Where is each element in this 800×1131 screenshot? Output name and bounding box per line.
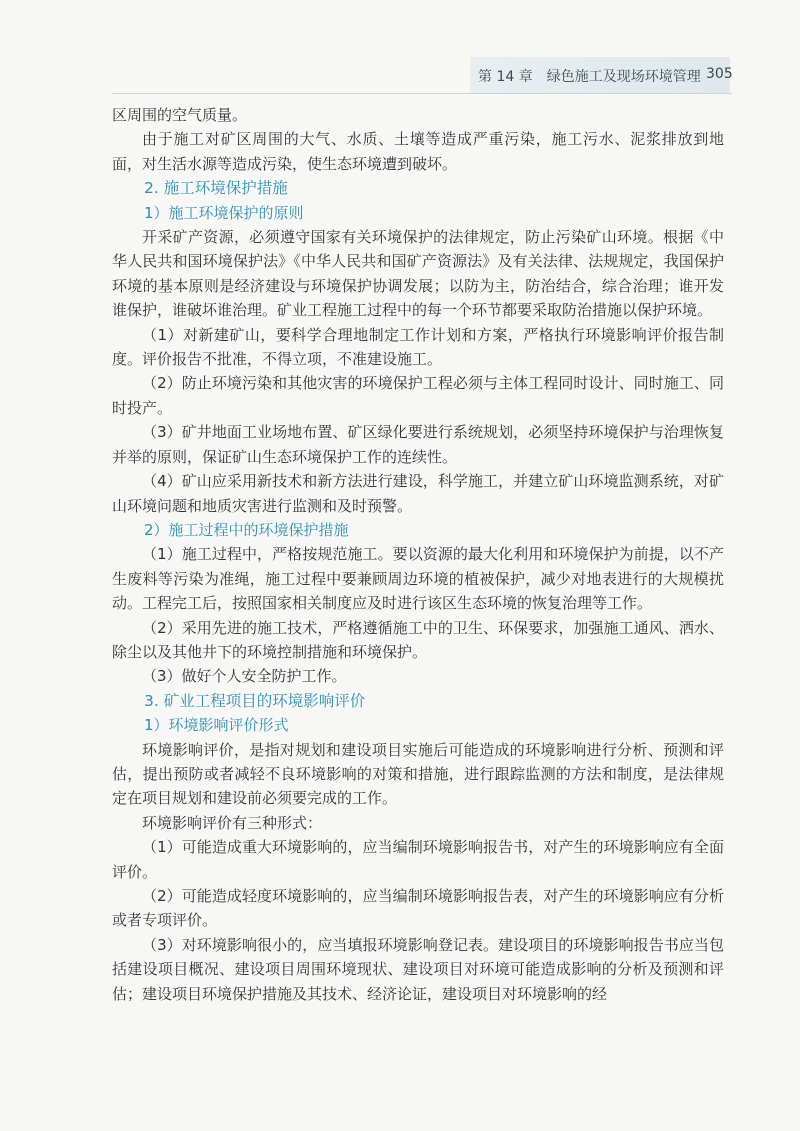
- list-item: （4）矿山应采用新技术和新方法进行建设，科学施工，并建立矿山环境监测系统，对矿山环境问题和地质灾害进行监测和及时预警。: [112, 472, 724, 515]
- list-item: （3）做好个人安全防护工作。: [142, 667, 347, 686]
- subsection-heading: 1）施工环境保护的原则: [144, 203, 304, 222]
- header-rule: [112, 93, 732, 94]
- chapter-title: 绿色施工及现场环境管理: [546, 69, 701, 85]
- list-item: （2）防止环境污染和其他灾害的环境保护工程必须与主体工程同时设计、同时施工、同时投产。: [112, 374, 724, 417]
- paragraph: 环境影响评价，是指对规划和建设项目实施后可能造成的环境影响进行分析、预测和评估，提出预防或者减轻不良环境影响的对策和措施，进行跟踪监测的方法和制度，是法律规定在项目规划和建设前必须要完成的工作。: [112, 740, 724, 808]
- list-item: （2）采用先进的施工技术，严格遵循施工中的卫生、环保要求，加强施工通风、洒水、除尘以及其他井下的环境控制措施和环境保护。: [112, 618, 724, 661]
- list-item: （1）对新建矿山，要科学合理地制定工作计划和方案，严格执行环境影响评价报告制度。评价报告不批准，不得立项，不准建设施工。: [112, 325, 724, 369]
- paragraph: 开采矿产资源，必须遵守国家有关环境保护的法律规定，防止污染矿山环境。根据《中华人民共和国环境保护法》《中华人民共和国矿产资源法》及有关法律、法规规定，我国保护环境的基本原则是经济建设与环境保护协调发展；以防为主，防治结合，综合治理；谁开发谁保护，谁破坏谁治理。矿业工程施工过程中的每一个环节都要采取防治措施以保护环境。: [112, 228, 724, 320]
- list-item: （1）可能造成重大环境影响的，应当编制环境影响报告书，对产生的环境影响应有全面评价。: [112, 838, 724, 881]
- body-text: [112, 103, 724, 1006]
- paragraph: 由于施工对矿区周围的大气、水质、土壤等造成严重污染，施工污水、泥浆排放到地面，对生活水源等造成污染，使生态环境遭到破坏。: [112, 130, 724, 173]
- paragraph: 区周围的空气质量。: [112, 106, 248, 124]
- section-heading: 2. 施工环境保护措施: [144, 179, 288, 198]
- page-number: 305: [706, 66, 733, 82]
- list-item: （1）施工过程中，严格按规范施工。要以资源的最大化利用和环境保护为前提，以不产生废料等污染为准绳，施工过程中要兼顾周边环境的植被保护，减少对地表进行的大规模扰动。工程完工后，按照国家相关制度应及时进行该区生态环境的恢复治理等工作。: [112, 545, 724, 613]
- paragraph: 环境影响评价有三种形式：: [142, 813, 323, 832]
- list-item: （2）可能造成轻度环境影响的，应当编制环境影响报告表，对产生的环境影响应有分析或者专项评价。: [112, 887, 724, 930]
- subsection-heading: 2）施工过程中的环境保护措施: [144, 520, 349, 539]
- list-item: （3）矿井地面工业场地布置、矿区绿化要进行系统规划，必须坚持环境保护与治理恢复并举的原则，保证矿山生态环境保护工作的连续性。: [112, 423, 724, 466]
- chapter-number: 第 14 章: [478, 69, 533, 85]
- running-header: [478, 66, 733, 86]
- list-item: （3）对环境影响很小的，应当填报环境影响登记表。建设项目的环境影响报告书应当包括建设项目概况、建设项目周围环境现状、建设项目对环境可能造成影响的分析及预测和评估；建设项目环境保护措施及其技术、经济论证，建设项目对环境影响的经: [112, 935, 724, 1003]
- section-heading: 3. 矿业工程项目的环境影响评价: [144, 691, 366, 710]
- subsection-heading: 1）环境影响评价形式: [144, 716, 289, 735]
